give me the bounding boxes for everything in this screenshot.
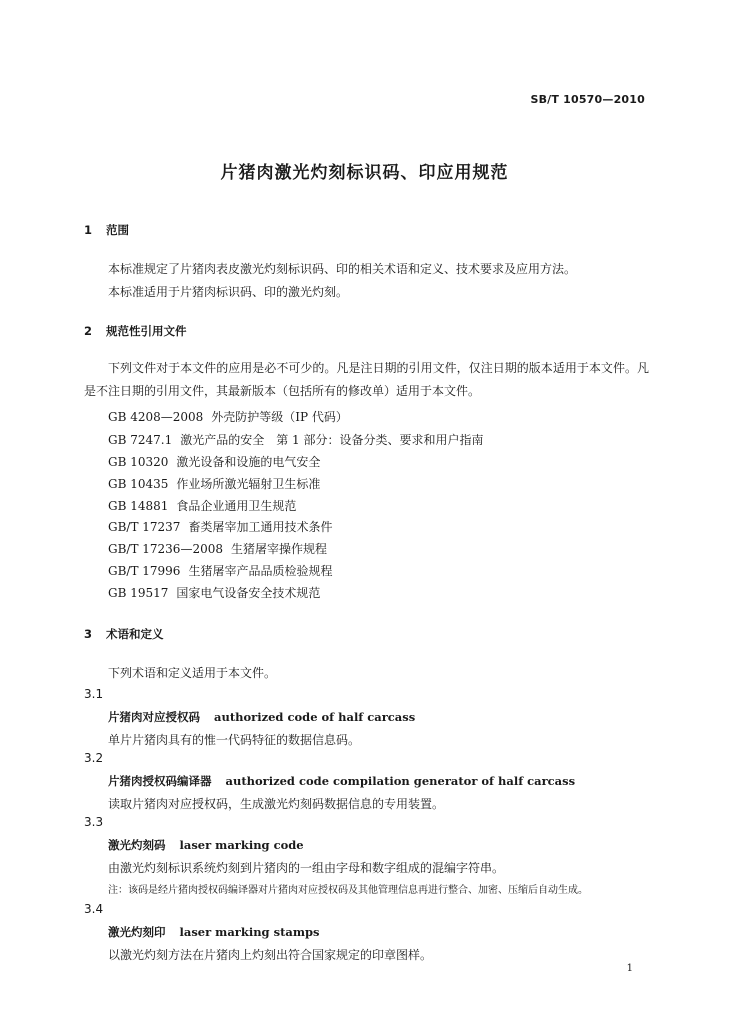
term-en: authorized code of half carcass (214, 710, 416, 724)
term-definition: 读取片猪肉对应授权码，生成激光灼刻码数据信息的专用装置。 (108, 797, 445, 811)
section-title: 规范性引用文件 (106, 324, 187, 338)
term-en: laser marking stamps (179, 925, 320, 939)
section-title: 术语和定义 (106, 627, 164, 641)
reference-name: 畜类屠宰加工通用技术条件 (188, 520, 333, 534)
reference-item (108, 518, 332, 535)
term-definition: 由激光灼刻标识系统灼刻到片猪肉的一组由字母和数字组成的混编字符串。 (108, 861, 505, 875)
reference-name: 激光产品的安全 第 1 部分：设备分类、要求和用户指南 (180, 433, 484, 447)
reference-name: 生猪屠宰操作规程 (230, 542, 327, 556)
term-number: 3.2 (84, 751, 104, 765)
section-1-paragraph: 本标准规定了片猪肉表皮激光灼刻标识码、印的相关术语和定义、技术要求及应用方法。 (108, 262, 577, 276)
section-2-intro: 下列文件对于本文件的应用是必不可少的。凡是注日期的引用文件，仅注日期的版本适用于本文件。凡是不注日期的引用文件，其最新版本（包括所有的修改单）适用于本文件。 (84, 361, 649, 398)
reference-item (108, 408, 348, 425)
section-2-heading (84, 323, 187, 339)
reference-name: 外壳防护等级（IP 代码） (211, 410, 348, 424)
standard-code: SB/T 10570—2010 (530, 93, 645, 106)
reference-code: GB/T 17236—2008 (108, 542, 223, 556)
document-title: 片猪肉激光灼刻标识码、印应用规范 (220, 163, 509, 183)
reference-item (108, 453, 320, 470)
term-number: 3.1 (84, 687, 104, 701)
term-number: 3.3 (84, 815, 104, 829)
reference-item (108, 584, 320, 601)
reference-code: GB 10435 (108, 477, 169, 491)
reference-code: GB 19517 (108, 586, 169, 600)
section-3-intro: 下列术语和定义适用于本文件。 (108, 666, 277, 680)
reference-name: 生猪屠宰产品品质检验规程 (188, 564, 333, 578)
term-zh: 片猪肉对应授权码 (108, 710, 200, 724)
page-number: 1 (626, 963, 633, 974)
term-heading (108, 837, 304, 853)
section-title: 范围 (106, 223, 129, 237)
term-zh: 片猪肉授权码编译器 (108, 774, 212, 788)
reference-name: 激光设备和设施的电气安全 (176, 455, 321, 469)
reference-item (108, 562, 332, 579)
term-number: 3.4 (84, 902, 104, 916)
section-number: 3 (84, 627, 93, 641)
term-definition: 以激光灼刻方法在片猪肉上灼刻出符合国家规定的印章图样。 (108, 948, 433, 962)
term-en: authorized code compilation generator of half carcass (225, 774, 576, 788)
reference-code: GB 10320 (108, 455, 169, 469)
term-heading (108, 709, 415, 725)
term-note: 注：该码是经片猪肉授权码编译器对片猪肉对应授权码及其他管理信息再进行整合、加密、压缩后自动生成。 (108, 885, 588, 896)
reference-code: GB/T 17996 (108, 564, 181, 578)
reference-name: 作业场所激光辐射卫生标准 (176, 477, 321, 491)
section-3-heading (84, 626, 164, 642)
reference-code: GB 7247.1 (108, 433, 173, 447)
section-1-paragraph: 本标准适用于片猪肉标识码、印的激光灼刻。 (108, 285, 349, 299)
term-en: laser marking code (179, 838, 304, 852)
reference-item (108, 431, 484, 448)
term-zh: 激光灼刻码 (108, 838, 166, 852)
term-heading (108, 773, 575, 789)
reference-item (108, 497, 296, 514)
reference-code: GB 4208—2008 (108, 410, 204, 424)
reference-code: GB 14881 (108, 499, 169, 513)
term-definition: 单片片猪肉具有的惟一代码特征的数据信息码。 (108, 733, 361, 747)
section-number: 2 (84, 324, 93, 338)
section-1-heading (84, 222, 129, 238)
reference-item (108, 540, 327, 557)
reference-name: 国家电气设备安全技术规范 (176, 586, 321, 600)
reference-name: 食品企业通用卫生规范 (176, 499, 297, 513)
term-heading (108, 924, 320, 940)
reference-code: GB/T 17237 (108, 520, 181, 534)
reference-item (108, 475, 320, 492)
section-number: 1 (84, 223, 93, 237)
term-zh: 激光灼刻印 (108, 925, 166, 939)
